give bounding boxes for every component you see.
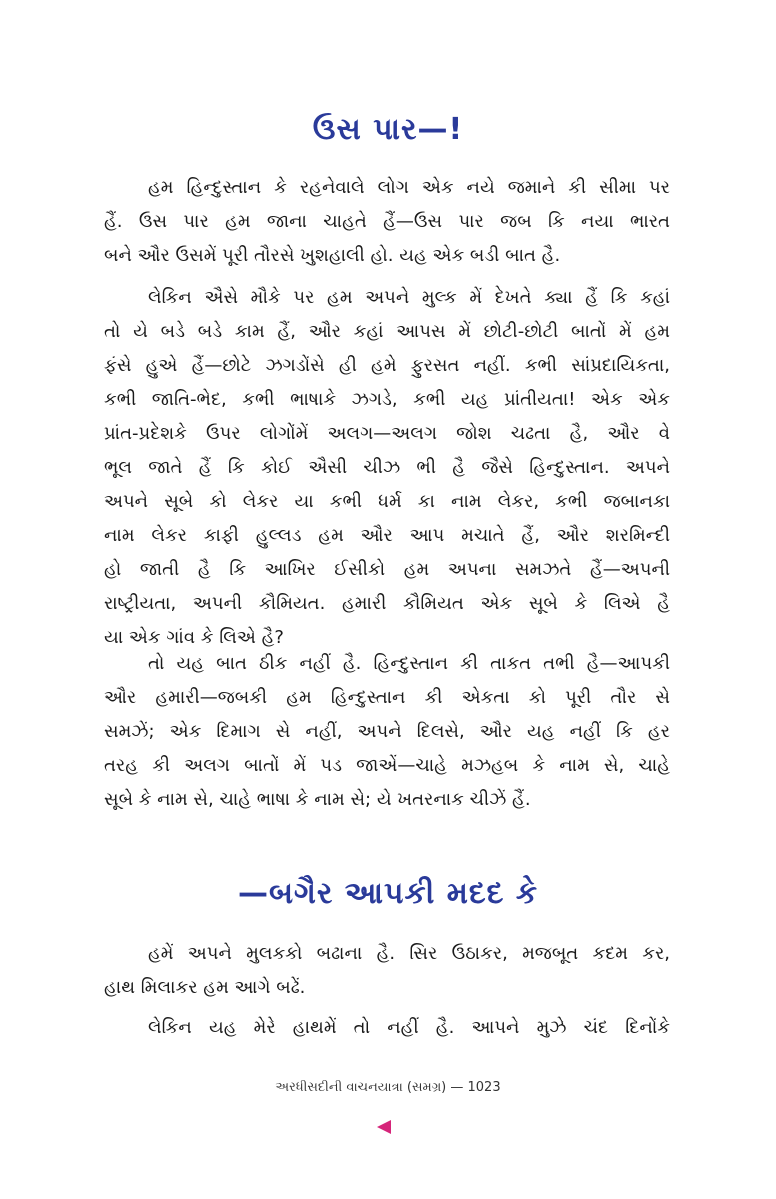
paragraph-line: સમઝેં; એક દિમાગ સે નહીં, અપને દિલસે, ઔર યહ નહીં કિ હર bbox=[104, 721, 670, 742]
paragraph-line: તો યહ બાત ઠીક નહીં હૈ. હિન્દુસ્તાન કી તાકત તભી હૈ—આપકી bbox=[148, 653, 670, 674]
paragraph-line: ઔર હમારી—જબકી હમ હિન્દુસ્તાન કી એકતા કો પૂરી તૌર સે bbox=[104, 687, 670, 708]
paragraph-line: હાથ મિલાકર હમ આગે બઢેં. bbox=[104, 977, 306, 998]
paragraph-line: પ્રાંત-પ્રદેશકે ઉપર લોગોંમેં અલગ—અલગ જોશ ચઢતા હૈ, ઔર વે bbox=[104, 423, 670, 444]
paragraph-line: હમેં અપને મુલકકો બઢાના હૈ. સિર ઉઠાકર, મજબૂત કદમ કર, bbox=[148, 943, 670, 964]
paragraph-1 bbox=[104, 171, 670, 273]
paragraph-line: યા એક ગાંવ કે લિએ હૈ? bbox=[104, 627, 284, 648]
paragraph-5 bbox=[104, 1011, 670, 1045]
paragraph-line: હૈં. ઉસ પાર હમ જાના ચાહતે હૈં—ઉસ પાર જબ કિ નયા ભારત bbox=[104, 211, 670, 232]
paragraph-line: લેકિન ઐસે મૌકે પર હમ અપને મુલ્ક મેં દેખતે ક્યા હૈં કિ કહાં bbox=[148, 287, 670, 308]
paragraph-2 bbox=[104, 281, 670, 655]
paragraph-line: અપને સૂબે કો લેકર યા કભી ધર્મ કા નામ લેકર, કભી જબાનકા bbox=[104, 491, 670, 512]
paragraph-line: હમ હિન્દુસ્તાન કે રહનેવાલે લોગ એક નયે જમાને કી સીમા પર bbox=[148, 177, 670, 198]
paragraph-line: તરહ કી અલગ બાતોં મેં પડ જાએં—ચાહે મઝહબ કે નામ સે, ચાહે bbox=[104, 755, 670, 776]
paragraph-3 bbox=[104, 647, 670, 817]
section-title-us-paar: ઉસ પાર—! bbox=[312, 112, 464, 147]
section-title-bagair-aapki-madad: —બગૈર આપકી મદદ કે bbox=[237, 876, 539, 911]
paragraph-line: ભૂલ જાતે હૈં કિ કોઈ ઐસી ચીઝ ભી હૈ જૈસે હિન્દુસ્તાન. અપને bbox=[104, 457, 670, 478]
paragraph-line: બને ઔર ઉસમેં પૂરી તૌરસે ખુશહાલી હો. યહ એક બડી બાત હૈ. bbox=[104, 245, 561, 266]
paragraph-4 bbox=[104, 937, 670, 1005]
paragraph-line: તો યે બડે બડે કામ હૈં, ઔર કહાં આપસ મેં છોટી-છોટી બાતોં મેં હમ bbox=[104, 321, 670, 342]
paragraph-line: લેકિન યહ મેરે હાથમેં તો નહીં હૈ. આપને મુઝે ચંદ દિનોંકે bbox=[148, 1017, 670, 1038]
triangle-left-icon[interactable] bbox=[377, 1120, 391, 1134]
paragraph-line: હો જાતી હૈ કિ આખિર ઈસીકો હમ અપના સમઝતે હૈં—અપની bbox=[104, 559, 670, 580]
page-footer: અરધીસદીની વાચનયાત્રા (સમગ્ર) — 1023 bbox=[275, 1080, 501, 1095]
paragraph-line: ફંસે હુએ હૈં—છોટે ઝગડોંસે હી હમે ફુરસત નહીં. કભી સાંપ્રદાયિકતા, bbox=[104, 355, 670, 376]
paragraph-line: નામ લેકર કાફી હુલ્લડ હમ ઔર આપ મચાતે હૈં, ઔર શરમિન્દી bbox=[104, 525, 670, 546]
paragraph-line: કભી જાતિ-ભેદ, કભી ભાષાકે ઝગડે, કભી યહ પ્રાંતીયતા! એક એક bbox=[104, 389, 670, 410]
paragraph-line: રાષ્ટ્રીયતા, અપની કૌમિયત. હમારી કૌમિયત એક સૂબે કે લિએ હૈ bbox=[104, 593, 670, 614]
paragraph-line: સૂબે કે નામ સે, ચાહે ભાષા કે નામ સે; યે ખતરનાક ચીઝેં હૈં. bbox=[104, 789, 531, 810]
